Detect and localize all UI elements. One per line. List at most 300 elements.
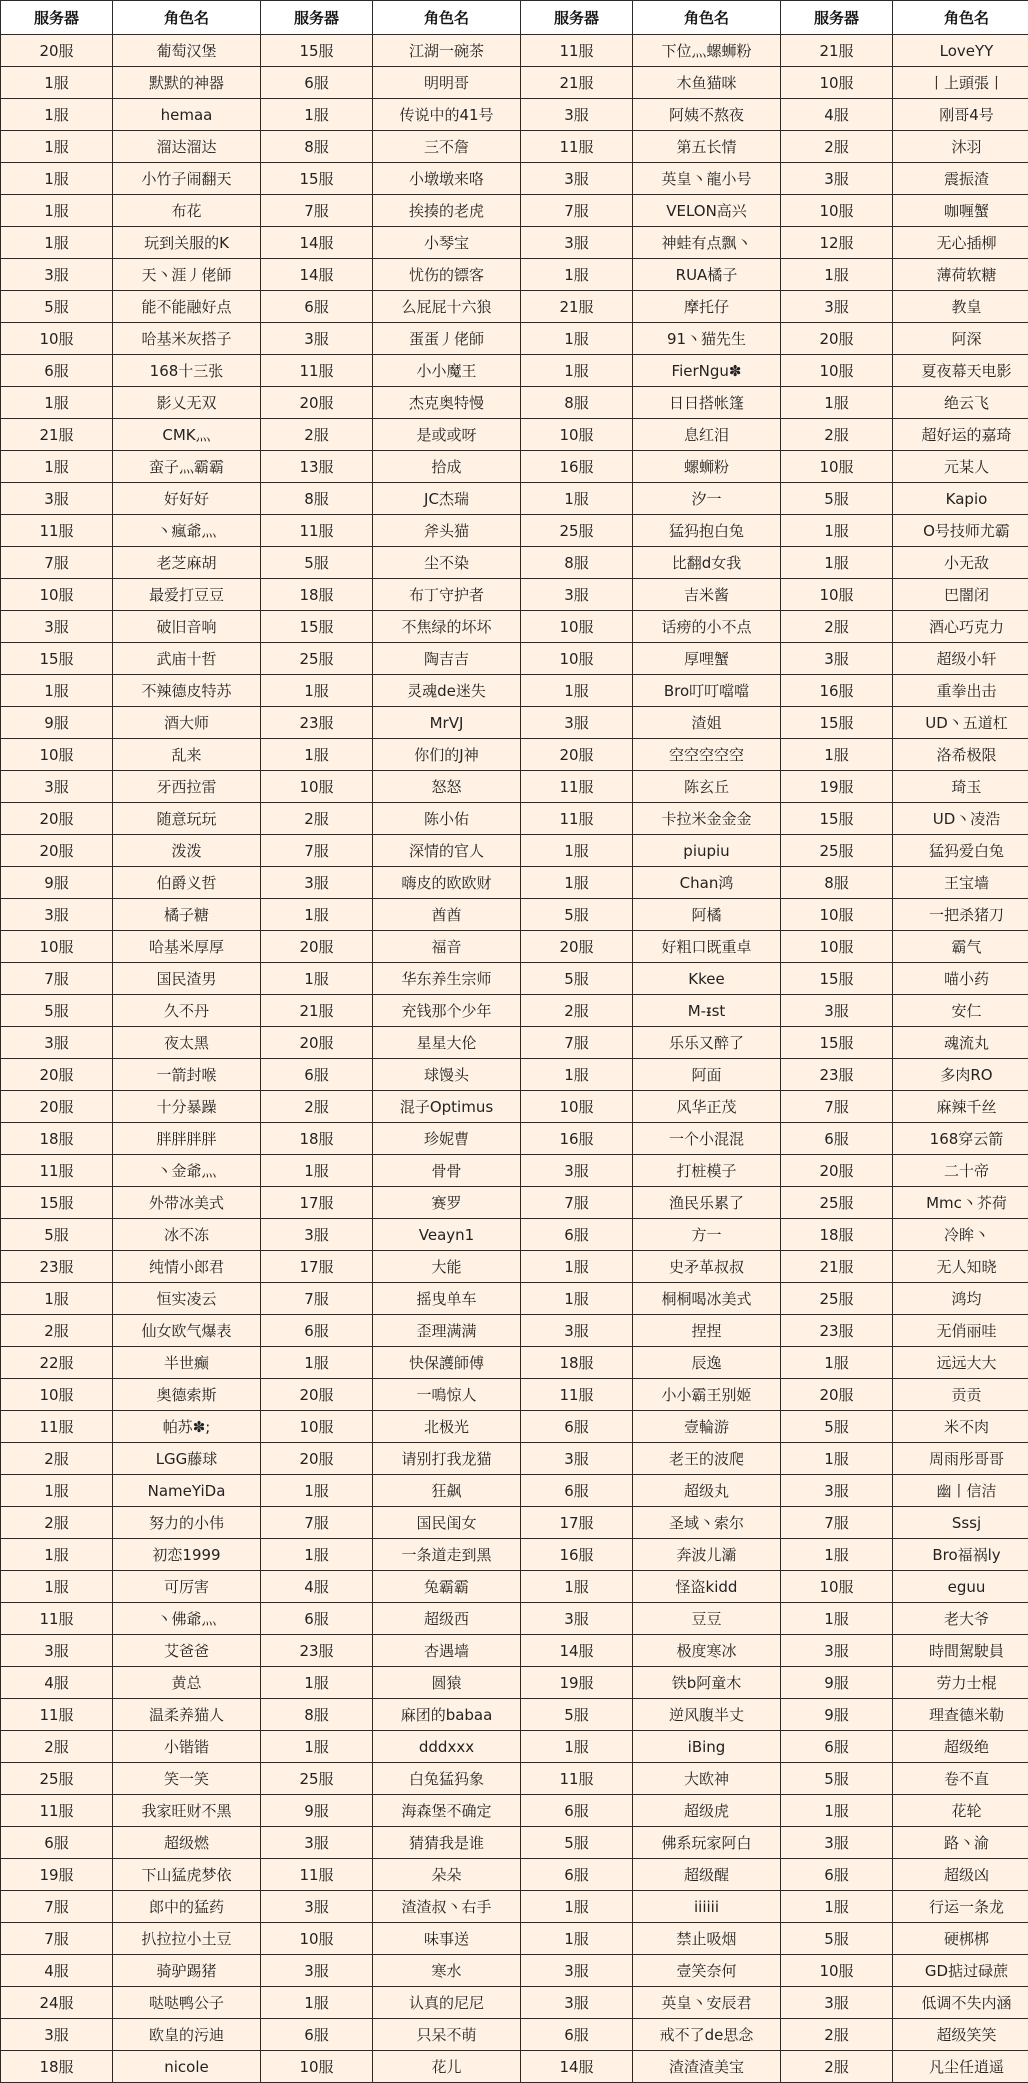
cell-role-name-2: 一条道走到黑 — [373, 1539, 521, 1571]
cell-role-name-3: RUA橘子 — [633, 259, 781, 291]
cell-server-1: 20服 — [1, 803, 113, 835]
cell-server-3: 14服 — [521, 1635, 633, 1667]
header-role-name-4: 角色名 — [893, 1, 1028, 35]
table-row — [1, 739, 1028, 771]
cell-server-3: 10服 — [521, 611, 633, 643]
table-row — [1, 1187, 1028, 1219]
cell-role-name-4: 贡贡 — [893, 1379, 1028, 1411]
table-row — [1, 1219, 1028, 1251]
cell-role-name-2: 明明哥 — [373, 67, 521, 99]
cell-server-4: 1服 — [781, 1603, 893, 1635]
cell-server-4: 3服 — [781, 163, 893, 195]
cell-server-2: 17服 — [261, 1187, 373, 1219]
cell-role-name-3: 下位灬螺蛳粉 — [633, 35, 781, 67]
cell-server-4: 10服 — [781, 1571, 893, 1603]
cell-server-1: 5服 — [1, 291, 113, 323]
cell-server-4: 6服 — [781, 1731, 893, 1763]
cell-role-name-1: 天丶涯丿佬師 — [113, 259, 261, 291]
cell-server-3: 1服 — [521, 1571, 633, 1603]
cell-role-name-1: 外带冰美式 — [113, 1187, 261, 1219]
cell-server-2: 9服 — [261, 1795, 373, 1827]
cell-role-name-4: 琦玉 — [893, 771, 1028, 803]
cell-server-3: 3服 — [521, 1987, 633, 2019]
cell-server-1: 1服 — [1, 387, 113, 419]
cell-server-4: 20服 — [781, 1155, 893, 1187]
cell-server-4: 1服 — [781, 739, 893, 771]
cell-server-3: 1服 — [521, 867, 633, 899]
table-row — [1, 1155, 1028, 1187]
table-row — [1, 2019, 1028, 2051]
cell-server-4: 15服 — [781, 963, 893, 995]
table-row — [1, 1475, 1028, 1507]
cell-role-name-4: 猛犸爱白兔 — [893, 835, 1028, 867]
cell-role-name-1: 一箭封喉 — [113, 1059, 261, 1091]
cell-role-name-4: 超级绝 — [893, 1731, 1028, 1763]
cell-role-name-1: 冰不冻 — [113, 1219, 261, 1251]
cell-role-name-1: 我家旺财不黑 — [113, 1795, 261, 1827]
cell-role-name-1: 艾爸爸 — [113, 1635, 261, 1667]
cell-server-4: 5服 — [781, 1923, 893, 1955]
table-row — [1, 1411, 1028, 1443]
cell-server-4: 7服 — [781, 1091, 893, 1123]
cell-server-2: 11服 — [261, 1859, 373, 1891]
cell-server-1: 24服 — [1, 1987, 113, 2019]
cell-role-name-1: 丶佛爺灬 — [113, 1603, 261, 1635]
cell-role-name-1: 仙女欧气爆表 — [113, 1315, 261, 1347]
cell-role-name-3: 木鱼猫咪 — [633, 67, 781, 99]
cell-role-name-3: 壹輪游 — [633, 1411, 781, 1443]
table-row — [1, 2051, 1028, 2083]
cell-server-3: 21服 — [521, 67, 633, 99]
cell-server-4: 5服 — [781, 1763, 893, 1795]
cell-server-1: 2服 — [1, 1315, 113, 1347]
header-role-name-2: 角色名 — [373, 1, 521, 35]
cell-server-2: 14服 — [261, 259, 373, 291]
table-row — [1, 611, 1028, 643]
cell-server-3: 1服 — [521, 675, 633, 707]
cell-role-name-4: 老大爷 — [893, 1603, 1028, 1635]
table-row — [1, 1027, 1028, 1059]
cell-server-4: 6服 — [781, 1123, 893, 1155]
cell-role-name-2: 混子Optimus — [373, 1091, 521, 1123]
cell-server-2: 15服 — [261, 163, 373, 195]
cell-server-2: 2服 — [261, 1091, 373, 1123]
cell-server-3: 2服 — [521, 995, 633, 1027]
cell-server-2: 1服 — [261, 739, 373, 771]
cell-server-3: 1服 — [521, 1283, 633, 1315]
cell-role-name-2: 超级西 — [373, 1603, 521, 1635]
cell-server-4: 8服 — [781, 867, 893, 899]
cell-role-name-1: 温柔养猫人 — [113, 1699, 261, 1731]
cell-server-1: 23服 — [1, 1251, 113, 1283]
cell-server-3: 25服 — [521, 515, 633, 547]
cell-role-name-3: 摩托仔 — [633, 291, 781, 323]
cell-role-name-2: 一鳴惊人 — [373, 1379, 521, 1411]
cell-server-4: 2服 — [781, 419, 893, 451]
cell-server-2: 8服 — [261, 1699, 373, 1731]
cell-server-2: 3服 — [261, 1219, 373, 1251]
table-row — [1, 803, 1028, 835]
cell-role-name-3: Kkee — [633, 963, 781, 995]
cell-role-name-2: 味事送 — [373, 1923, 521, 1955]
cell-role-name-3: 神蛙有点飘丶 — [633, 227, 781, 259]
cell-role-name-3: 捏捏 — [633, 1315, 781, 1347]
table-row — [1, 1763, 1028, 1795]
cell-role-name-1: NameYiDa — [113, 1475, 261, 1507]
cell-role-name-1: 默默的神器 — [113, 67, 261, 99]
header-role-name-1: 角色名 — [113, 1, 261, 35]
cell-server-1: 10服 — [1, 739, 113, 771]
header-server-2: 服务器 — [261, 1, 373, 35]
cell-role-name-1: 哒哒鸭公子 — [113, 1987, 261, 2019]
cell-role-name-3: 佛系玩家阿白 — [633, 1827, 781, 1859]
cell-role-name-4: 无人知晓 — [893, 1251, 1028, 1283]
cell-role-name-4: 幽丨信洁 — [893, 1475, 1028, 1507]
cell-server-4: 2服 — [781, 2019, 893, 2051]
cell-server-1: 5服 — [1, 995, 113, 1027]
cell-server-4: 1服 — [781, 1347, 893, 1379]
cell-server-4: 25服 — [781, 835, 893, 867]
cell-server-1: 11服 — [1, 1699, 113, 1731]
cell-role-name-4: 震振渣 — [893, 163, 1028, 195]
cell-server-2: 7服 — [261, 195, 373, 227]
cell-role-name-2: 认真的尼尼 — [373, 1987, 521, 2019]
header-row — [1, 1, 1028, 35]
cell-server-4: 10服 — [781, 1955, 893, 1987]
cell-role-name-4: Bro福祸ly — [893, 1539, 1028, 1571]
table-row — [1, 963, 1028, 995]
cell-role-name-1: 老芝麻胡 — [113, 547, 261, 579]
cell-role-name-3: iiiiii — [633, 1891, 781, 1923]
cell-role-name-2: 不焦绿的坏坏 — [373, 611, 521, 643]
cell-role-name-3: 比翻d女我 — [633, 547, 781, 579]
cell-server-3: 5服 — [521, 899, 633, 931]
cell-server-2: 13服 — [261, 451, 373, 483]
cell-role-name-1: 超级燃 — [113, 1827, 261, 1859]
cell-server-1: 3服 — [1, 2019, 113, 2051]
cell-server-3: 20服 — [521, 931, 633, 963]
cell-role-name-4: 咖喱蟹 — [893, 195, 1028, 227]
cell-role-name-3: 息红泪 — [633, 419, 781, 451]
cell-role-name-1: 最爱打豆豆 — [113, 579, 261, 611]
cell-role-name-2: 江湖一碗茶 — [373, 35, 521, 67]
cell-server-4: 1服 — [781, 1539, 893, 1571]
cell-role-name-1: 努力的小伟 — [113, 1507, 261, 1539]
cell-role-name-1: nicole — [113, 2051, 261, 2083]
cell-role-name-3: 渣渣渣美宝 — [633, 2051, 781, 2083]
cell-server-2: 1服 — [261, 963, 373, 995]
table-row — [1, 995, 1028, 1027]
cell-server-4: 3服 — [781, 643, 893, 675]
cell-role-name-3: 怪盗kidd — [633, 1571, 781, 1603]
cell-role-name-2: 酋酋 — [373, 899, 521, 931]
cell-server-1: 20服 — [1, 35, 113, 67]
cell-role-name-2: JC杰瑞 — [373, 483, 521, 515]
cell-role-name-3: 阿姨不熬夜 — [633, 99, 781, 131]
cell-role-name-2: 么屁屁十六狼 — [373, 291, 521, 323]
cell-server-3: 1服 — [521, 1059, 633, 1091]
cell-role-name-3: 壹笑奈何 — [633, 1955, 781, 1987]
cell-role-name-4: 远远大大 — [893, 1347, 1028, 1379]
cell-role-name-3: 铁b阿童木 — [633, 1667, 781, 1699]
cell-server-4: 20服 — [781, 1379, 893, 1411]
cell-role-name-4: 无俏丽哇 — [893, 1315, 1028, 1347]
cell-role-name-1: 哈基米厚厚 — [113, 931, 261, 963]
cell-role-name-3: 超级丸 — [633, 1475, 781, 1507]
cell-server-4: 6服 — [781, 1859, 893, 1891]
cell-role-name-3: 大欧神 — [633, 1763, 781, 1795]
cell-role-name-4: 理查德米勒 — [893, 1699, 1028, 1731]
table-row — [1, 675, 1028, 707]
cell-server-1: 6服 — [1, 1827, 113, 1859]
table-row — [1, 1891, 1028, 1923]
cell-server-1: 1服 — [1, 1539, 113, 1571]
table-row — [1, 1251, 1028, 1283]
cell-server-2: 15服 — [261, 611, 373, 643]
cell-server-2: 6服 — [261, 1059, 373, 1091]
cell-role-name-3: 91丶猫先生 — [633, 323, 781, 355]
cell-server-2: 17服 — [261, 1251, 373, 1283]
cell-role-name-4: 绝云飞 — [893, 387, 1028, 419]
cell-role-name-2: 猜猜我是谁 — [373, 1827, 521, 1859]
cell-server-4: 16服 — [781, 675, 893, 707]
cell-role-name-3: 辰逸 — [633, 1347, 781, 1379]
cell-role-name-4: 硬梆梆 — [893, 1923, 1028, 1955]
cell-role-name-3: Bro叮叮噹噹 — [633, 675, 781, 707]
cell-role-name-4: 劳力士棍 — [893, 1667, 1028, 1699]
cell-server-1: 10服 — [1, 931, 113, 963]
cell-server-4: 1服 — [781, 1891, 893, 1923]
cell-server-4: 15服 — [781, 803, 893, 835]
cell-role-name-4: 重拳出击 — [893, 675, 1028, 707]
cell-server-1: 10服 — [1, 323, 113, 355]
table-row — [1, 291, 1028, 323]
cell-server-1: 9服 — [1, 867, 113, 899]
cell-role-name-4: 凡尘任逍遥 — [893, 2051, 1028, 2083]
cell-role-name-4: O号技师尤霸 — [893, 515, 1028, 547]
cell-server-3: 11服 — [521, 131, 633, 163]
cell-server-4: 3服 — [781, 291, 893, 323]
table-row — [1, 67, 1028, 99]
cell-role-name-1: 纯情小郎君 — [113, 1251, 261, 1283]
cell-role-name-2: 星星大伦 — [373, 1027, 521, 1059]
table-row — [1, 259, 1028, 291]
cell-role-name-4: 洛希极限 — [893, 739, 1028, 771]
table-row — [1, 1059, 1028, 1091]
cell-role-name-2: 国民闺女 — [373, 1507, 521, 1539]
cell-role-name-2: 请别打我龙猫 — [373, 1443, 521, 1475]
cell-server-1: 1服 — [1, 163, 113, 195]
header-server-4: 服务器 — [781, 1, 893, 35]
cell-role-name-4: Sssj — [893, 1507, 1028, 1539]
cell-server-3: 3服 — [521, 227, 633, 259]
cell-role-name-1: 小锴锴 — [113, 1731, 261, 1763]
cell-role-name-3: 卡拉米金金金 — [633, 803, 781, 835]
cell-role-name-3: 话痨的小不点 — [633, 611, 781, 643]
cell-role-name-2: 狂飙 — [373, 1475, 521, 1507]
cell-server-3: 6服 — [521, 1795, 633, 1827]
cell-role-name-4: 喵小药 — [893, 963, 1028, 995]
cell-server-1: 3服 — [1, 259, 113, 291]
cell-role-name-2: 嗨皮的欧欧财 — [373, 867, 521, 899]
cell-server-3: 11服 — [521, 771, 633, 803]
cell-role-name-4: 小无敌 — [893, 547, 1028, 579]
cell-server-3: 10服 — [521, 1091, 633, 1123]
cell-role-name-4: Mmc丶芥荷 — [893, 1187, 1028, 1219]
cell-role-name-3: 老王的波爬 — [633, 1443, 781, 1475]
cell-role-name-1: 哈基米灰搭子 — [113, 323, 261, 355]
cell-server-2: 1服 — [261, 1539, 373, 1571]
cell-role-name-1: 半世癫 — [113, 1347, 261, 1379]
cell-role-name-1: 玩到关服的K — [113, 227, 261, 259]
header-server-3: 服务器 — [521, 1, 633, 35]
cell-role-name-4: Kapio — [893, 483, 1028, 515]
cell-server-2: 3服 — [261, 867, 373, 899]
cell-server-2: 11服 — [261, 355, 373, 387]
cell-server-2: 1服 — [261, 1155, 373, 1187]
cell-server-2: 20服 — [261, 387, 373, 419]
cell-server-2: 20服 — [261, 1027, 373, 1059]
table-row — [1, 1347, 1028, 1379]
cell-role-name-1: 能不能融好点 — [113, 291, 261, 323]
cell-role-name-2: 怒怒 — [373, 771, 521, 803]
cell-server-1: 1服 — [1, 67, 113, 99]
cell-role-name-2: 是或或呀 — [373, 419, 521, 451]
cell-server-4: 10服 — [781, 579, 893, 611]
cell-server-2: 10服 — [261, 2051, 373, 2083]
cell-server-1: 1服 — [1, 675, 113, 707]
cell-server-1: 25服 — [1, 1763, 113, 1795]
cell-server-2: 6服 — [261, 2019, 373, 2051]
cell-role-name-1: 笑一笑 — [113, 1763, 261, 1795]
cell-server-4: 21服 — [781, 35, 893, 67]
cell-role-name-1: 好好好 — [113, 483, 261, 515]
cell-role-name-2: Veayn1 — [373, 1219, 521, 1251]
cell-role-name-3: 一个小混混 — [633, 1123, 781, 1155]
cell-server-2: 1服 — [261, 1475, 373, 1507]
cell-server-3: 6服 — [521, 1475, 633, 1507]
cell-server-3: 1服 — [521, 1923, 633, 1955]
cell-server-1: 21服 — [1, 419, 113, 451]
cell-server-2: 1服 — [261, 1667, 373, 1699]
cell-role-name-2: 深情的官人 — [373, 835, 521, 867]
table-row — [1, 1571, 1028, 1603]
cell-server-3: 1服 — [521, 323, 633, 355]
cell-role-name-2: 麻团的babaa — [373, 1699, 521, 1731]
table-row — [1, 1795, 1028, 1827]
cell-role-name-4: 超好运的嘉琦 — [893, 419, 1028, 451]
cell-role-name-2: 只呆不萌 — [373, 2019, 521, 2051]
cell-role-name-3: 圣域丶索尔 — [633, 1507, 781, 1539]
cell-server-2: 7服 — [261, 835, 373, 867]
table-row — [1, 1859, 1028, 1891]
cell-role-name-3: 豆豆 — [633, 1603, 781, 1635]
cell-role-name-4: 麻辣千丝 — [893, 1091, 1028, 1123]
cell-server-2: 25服 — [261, 643, 373, 675]
cell-server-1: 1服 — [1, 1571, 113, 1603]
cell-server-3: 17服 — [521, 1507, 633, 1539]
cell-role-name-3: iBing — [633, 1731, 781, 1763]
cell-server-1: 1服 — [1, 1283, 113, 1315]
cell-role-name-4: 168穿云箭 — [893, 1123, 1028, 1155]
cell-server-2: 1服 — [261, 899, 373, 931]
cell-server-2: 14服 — [261, 227, 373, 259]
cell-role-name-3: VELON高兴 — [633, 195, 781, 227]
cell-role-name-3: 乐乐又醉了 — [633, 1027, 781, 1059]
cell-server-1: 9服 — [1, 707, 113, 739]
cell-role-name-3: 戒不了de思念 — [633, 2019, 781, 2051]
cell-role-name-2: 杏遇墙 — [373, 1635, 521, 1667]
cell-server-4: 10服 — [781, 195, 893, 227]
header-role-name-3: 角色名 — [633, 1, 781, 35]
cell-server-3: 8服 — [521, 547, 633, 579]
cell-server-2: 4服 — [261, 1571, 373, 1603]
cell-role-name-3: 风华正茂 — [633, 1091, 781, 1123]
cell-role-name-4: 米不肉 — [893, 1411, 1028, 1443]
cell-role-name-3: 方一 — [633, 1219, 781, 1251]
cell-server-3: 11服 — [521, 803, 633, 835]
cell-role-name-4: 夏夜幕天电影 — [893, 355, 1028, 387]
cell-server-4: 5服 — [781, 1411, 893, 1443]
cell-role-name-3: 阿面 — [633, 1059, 781, 1091]
table-row — [1, 227, 1028, 259]
cell-role-name-3: 超级醒 — [633, 1859, 781, 1891]
cell-server-2: 1服 — [261, 675, 373, 707]
cell-role-name-1: 丶瘋爺灬 — [113, 515, 261, 547]
cell-role-name-2: 传说中的41号 — [373, 99, 521, 131]
cell-server-3: 1服 — [521, 1731, 633, 1763]
cell-server-3: 6服 — [521, 2019, 633, 2051]
cell-role-name-1: 可厉害 — [113, 1571, 261, 1603]
cell-server-3: 11服 — [521, 35, 633, 67]
cell-server-1: 2服 — [1, 1507, 113, 1539]
cell-role-name-4: UD丶五道杠 — [893, 707, 1028, 739]
cell-server-4: 1服 — [781, 547, 893, 579]
cell-role-name-1: LGG藤球 — [113, 1443, 261, 1475]
cell-server-1: 3服 — [1, 771, 113, 803]
cell-role-name-1: 伯爵义哲 — [113, 867, 261, 899]
cell-server-3: 16服 — [521, 1539, 633, 1571]
cell-role-name-3: 史矛革叔叔 — [633, 1251, 781, 1283]
cell-role-name-3: M-ᵻst — [633, 995, 781, 1027]
cell-server-1: 2服 — [1, 1443, 113, 1475]
cell-role-name-1: 胖胖胖胖 — [113, 1123, 261, 1155]
cell-role-name-2: 灵魂de迷失 — [373, 675, 521, 707]
cell-role-name-3: 禁止吸烟 — [633, 1923, 781, 1955]
table-row — [1, 547, 1028, 579]
cell-role-name-3: piupiu — [633, 835, 781, 867]
cell-server-2: 20服 — [261, 1443, 373, 1475]
cell-server-3: 16服 — [521, 1123, 633, 1155]
cell-server-4: 3服 — [781, 1635, 893, 1667]
cell-role-name-3: 猛犸抱白兔 — [633, 515, 781, 547]
cell-role-name-1: 丶金爺灬 — [113, 1155, 261, 1187]
cell-role-name-1: 扒拉拉小土豆 — [113, 1923, 261, 1955]
cell-role-name-3: 奔波儿灞 — [633, 1539, 781, 1571]
cell-role-name-3: 空空空空空 — [633, 739, 781, 771]
cell-server-2: 10服 — [261, 1411, 373, 1443]
cell-role-name-2: 渣渣叔丶右手 — [373, 1891, 521, 1923]
table-row — [1, 579, 1028, 611]
cell-server-1: 1服 — [1, 227, 113, 259]
cell-server-3: 3服 — [521, 579, 633, 611]
cell-server-2: 6服 — [261, 1603, 373, 1635]
cell-server-1: 4服 — [1, 1955, 113, 1987]
cell-server-3: 16服 — [521, 451, 633, 483]
cell-role-name-2: 福音 — [373, 931, 521, 963]
cell-role-name-2: 小小魔王 — [373, 355, 521, 387]
cell-server-3: 18服 — [521, 1347, 633, 1379]
